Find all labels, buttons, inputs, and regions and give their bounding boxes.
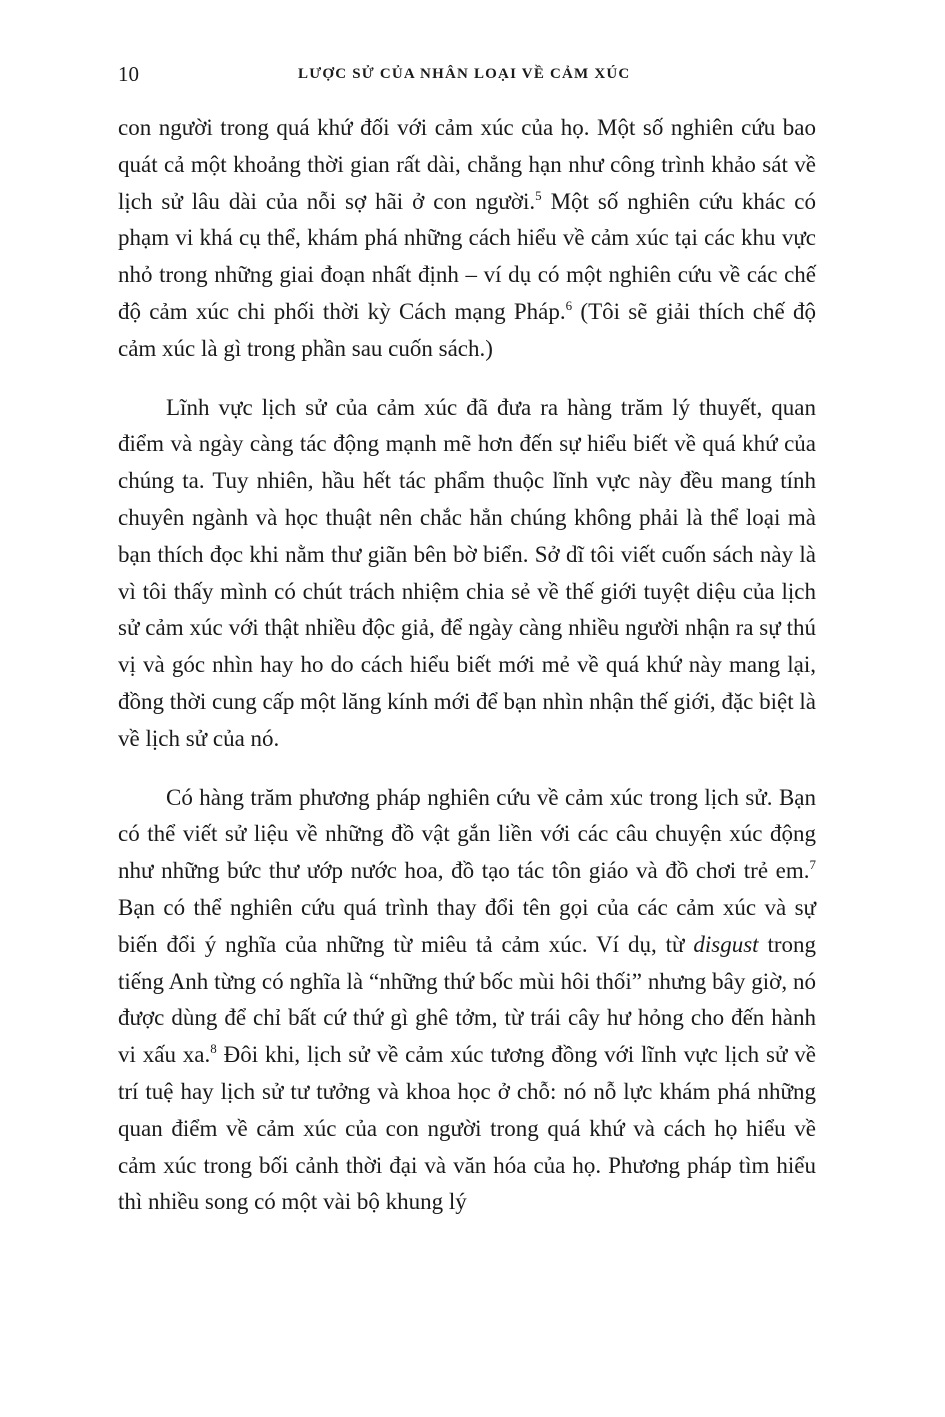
paragraph-text: Bạn có thể nghiên cứu quá trình thay đổi tên gọi của các cảm xúc và sự biến đổi ý nghĩa của những từ miêu tả cảm xúc. Ví dụ, từ (118, 894, 816, 957)
body-text (118, 110, 816, 1221)
footnote-ref-8: 8 (210, 1041, 217, 1057)
paragraph-text: (Tôi sẽ giải thích chế độ cảm xúc là gì trong phần sau cuốn sách.) (118, 298, 816, 361)
paragraph-text: trong tiếng Anh từng có nghĩa là “những thứ bốc mùi hôi thối” nhưng bây giờ, nó được dùng để chỉ bất cứ thứ gì ghê tởm, từ trái cây hư hỏng cho đến hành vi xấu xa. (118, 931, 816, 1068)
paragraph-text: Đôi khi, lịch sử về cảm xúc tương đồng với lĩnh vực lịch sử về trí tuệ hay lịch sử tư tưởng và khoa học ở chỗ: nó nỗ lực khám phá những quan điểm về cảm xúc của con người trong quá khứ và cách họ hiểu về cảm xúc trong bối cảnh thời đại và văn hóa của họ. Phương pháp tìm hiểu thì nhiều song có một vài bộ khung lý (118, 1042, 816, 1215)
paragraph-text: con người trong quá khứ đối với cảm xúc của họ. Một số nghiên cứu bao quát cả một khoảng thời gian rất dài, chẳng hạn như công trình khảo sát về lịch sử lâu dài của nỗi sợ hãi ở con người. (118, 115, 816, 214)
paragraph-text: Có hàng trăm phương pháp nghiên cứu về cảm xúc trong lịch sử. Bạn có thể viết sử liệu về những đồ vật gắn liền với các câu chuyện xúc động như những bức thư ướp nước hoa, đồ tạo tác tôn giáo và đồ chơi trẻ em. (118, 784, 816, 884)
page-number: 10 (118, 62, 139, 86)
paragraph-2 (118, 390, 816, 758)
paragraph-3 (118, 780, 816, 1222)
paragraph-1 (118, 110, 816, 368)
footnote-ref-6: 6 (565, 297, 573, 313)
italic-term: disgust (693, 931, 759, 957)
paragraph-text: Một số nghiên cứu khác có phạm vi khá cụ thể, khám phá những cách hiểu về cảm xúc tại các khu vực nhỏ trong những giai đoạn nhất định – ví dụ có một nghiên cứu về các chế độ cảm xúc chi phối thời kỳ Cách mạng Pháp. (118, 188, 816, 324)
running-title: LƯỢC SỬ CỦA NHÂN LOẠI VỀ CẢM XÚC (298, 66, 631, 82)
footnote-ref-7: 7 (809, 857, 816, 873)
paragraph-text: Lĩnh vực lịch sử của cảm xúc đã đưa ra hàng trăm lý thuyết, quan điểm và ngày càng tác động mạnh mẽ hơn đến sự hiểu biết về quá khứ của chúng ta. Tuy nhiên, hầu hết tác phẩm thuộc lĩnh vực này đều mang tính chuyên ngành và học thuật nên chắc hẳn chúng không phải là thể loại mà bạn thích đọc khi nằm thư giãn bên bờ biển. Sở dĩ tôi viết cuốn sách này là vì tôi thấy mình có chút trách nhiệm chia sẻ về thế giới tuyệt diệu của lịch sử cảm xúc với thật nhiều độc giả, để ngày càng nhiều người nhận ra sự thú vị và góc nhìn hay ho do cách hiểu biết mới mẻ về quá khứ này mang lại, đồng thời cung cấp một lăng kính mới để bạn nhìn nhận thế giới, đặc biệt là về lịch sử của nó. (118, 394, 816, 751)
footnote-ref-5: 5 (535, 187, 542, 203)
page-header (118, 62, 818, 92)
